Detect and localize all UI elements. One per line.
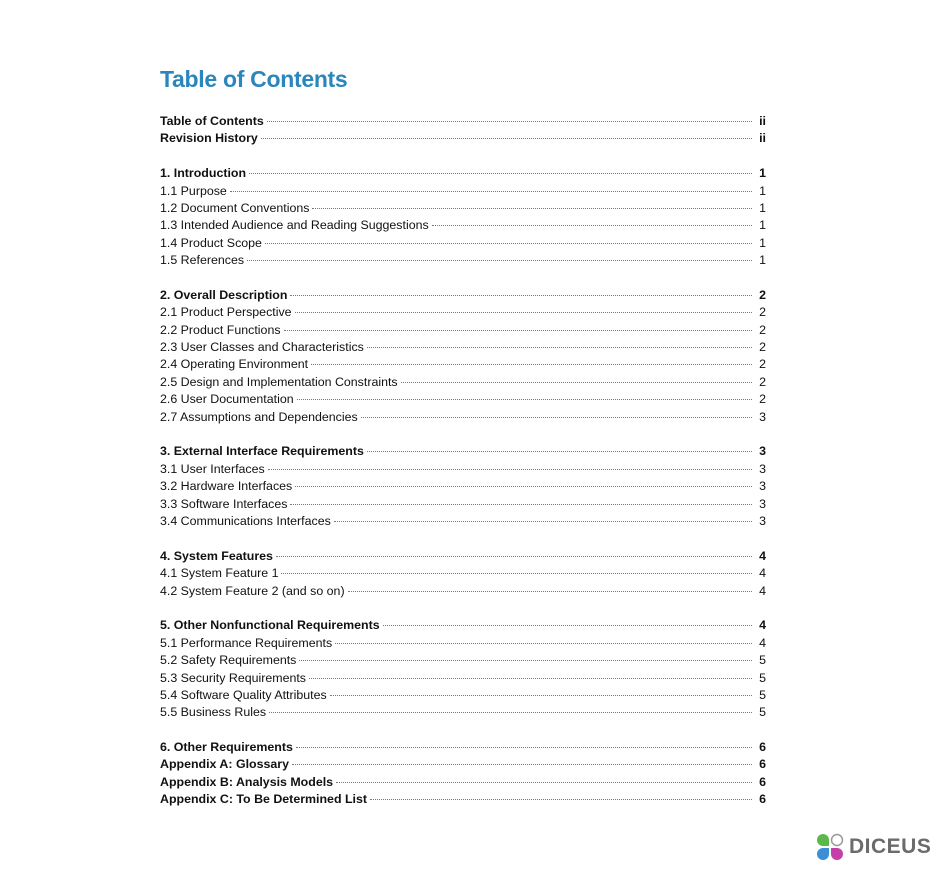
toc-entry-label: 4. System Features xyxy=(160,548,273,563)
toc-entry-label: Appendix C: To Be Determined List xyxy=(160,792,367,807)
leader-dots xyxy=(312,208,752,209)
toc-entry-label: 5.1 Performance Requirements xyxy=(160,635,333,650)
leader-dots xyxy=(370,799,752,800)
toc-entry[interactable] xyxy=(160,130,766,147)
toc-entry[interactable] xyxy=(160,252,766,269)
toc-entry-page: 3 xyxy=(759,479,766,494)
toc-entry-page: 2 xyxy=(759,357,766,372)
toc-entry[interactable] xyxy=(160,235,766,252)
toc-entry-label: 1.2 Document Conventions xyxy=(160,200,310,215)
toc-entry-page: 5 xyxy=(759,687,766,702)
leader-dots xyxy=(348,591,752,592)
leader-dots xyxy=(297,399,752,400)
toc-entry-page: 6 xyxy=(759,740,766,755)
leader-dots xyxy=(330,695,752,696)
toc-entry-label: 5.2 Safety Requirements xyxy=(160,653,297,668)
toc-entry-page: 6 xyxy=(759,792,766,807)
toc-group xyxy=(160,443,766,530)
toc-entry[interactable] xyxy=(160,287,766,304)
toc-entry-page: 2 xyxy=(759,305,766,320)
toc-entry-label: 2.7 Assumptions and Dependencies xyxy=(160,409,358,424)
toc-group xyxy=(160,548,766,600)
toc-entry[interactable] xyxy=(160,339,766,356)
toc-entry-page: 5 xyxy=(759,653,766,668)
leader-dots xyxy=(230,191,752,192)
toc-entry-label: 2.5 Design and Implementation Constraints xyxy=(160,374,398,389)
diceus-logo xyxy=(816,833,931,861)
toc-entry[interactable] xyxy=(160,478,766,495)
leader-dots xyxy=(290,295,752,296)
toc-entry-page: 1 xyxy=(759,183,766,198)
toc-entry-label: Revision History xyxy=(160,131,258,146)
toc-entry-page: 2 xyxy=(759,392,766,407)
toc-entry[interactable] xyxy=(160,617,766,634)
toc-entry-page: 4 xyxy=(759,635,766,650)
toc-entry-page: 6 xyxy=(759,774,766,789)
toc-entry[interactable] xyxy=(160,322,766,339)
toc-entry-label: 2.3 User Classes and Characteristics xyxy=(160,340,364,355)
toc-entry-label: 1. Introduction xyxy=(160,166,247,181)
leader-dots xyxy=(367,451,752,452)
toc-entry-label: 2. Overall Description xyxy=(160,287,288,302)
leader-dots xyxy=(265,243,752,244)
toc-entry-label: 5.5 Business Rules xyxy=(160,705,267,720)
toc-entry[interactable] xyxy=(160,635,766,652)
toc-entry[interactable] xyxy=(160,356,766,373)
toc-entry[interactable] xyxy=(160,304,766,321)
toc-entry-label: 3.2 Hardware Interfaces xyxy=(160,479,293,494)
leader-dots xyxy=(249,173,752,174)
leader-dots xyxy=(269,712,752,713)
toc-entry[interactable] xyxy=(160,756,766,773)
toc-entry-label: 2.4 Operating Environment xyxy=(160,357,309,372)
leader-dots xyxy=(401,382,752,383)
toc-entry-label: 3. External Interface Requirements xyxy=(160,444,364,459)
toc-entry-label: 1.3 Intended Audience and Reading Suggestions xyxy=(160,218,429,233)
toc-entry[interactable] xyxy=(160,165,766,182)
toc-entry-label: 3.3 Software Interfaces xyxy=(160,496,288,511)
toc-entry-page: 2 xyxy=(759,287,766,302)
toc-entry[interactable] xyxy=(160,774,766,791)
toc-entry-page: 4 xyxy=(759,548,766,563)
toc-entry-page: 2 xyxy=(759,322,766,337)
toc-entry-page: 3 xyxy=(759,409,766,424)
leader-dots xyxy=(336,782,752,783)
leader-dots xyxy=(292,764,752,765)
leader-dots xyxy=(296,747,752,748)
leader-dots xyxy=(367,347,752,348)
toc-entry[interactable] xyxy=(160,791,766,808)
toc-entry-label: 5.3 Security Requirements xyxy=(160,670,307,685)
toc-entry-page: 2 xyxy=(759,340,766,355)
toc-entry[interactable] xyxy=(160,200,766,217)
toc-entry-page: 4 xyxy=(759,618,766,633)
toc-entry[interactable] xyxy=(160,113,766,130)
toc-entry-label: 1.4 Product Scope xyxy=(160,235,262,250)
toc-entry[interactable] xyxy=(160,183,766,200)
toc-entry-label: 5.4 Software Quality Attributes xyxy=(160,687,327,702)
toc-group xyxy=(160,617,766,721)
toc-entry-label: 4.2 System Feature 2 (and so on) xyxy=(160,583,345,598)
leader-dots xyxy=(432,225,752,226)
toc-entry-label: Appendix A: Glossary xyxy=(160,757,289,772)
toc-entry[interactable] xyxy=(160,391,766,408)
toc-entry[interactable] xyxy=(160,548,766,565)
toc-entry-page: 4 xyxy=(759,566,766,581)
toc-entry-page: 6 xyxy=(759,757,766,772)
leader-dots xyxy=(335,643,752,644)
page-title: Table of Contents xyxy=(160,66,348,92)
toc-entry[interactable] xyxy=(160,739,766,756)
leader-dots xyxy=(334,521,752,522)
toc-entry-page: 3 xyxy=(759,444,766,459)
toc-entry-page: ii xyxy=(759,131,766,146)
toc-entry-label: Table of Contents xyxy=(160,114,264,128)
toc-entry-page: 3 xyxy=(759,461,766,476)
leader-dots xyxy=(284,330,752,331)
toc-entry-label: 4.1 System Feature 1 xyxy=(160,566,279,581)
toc-group xyxy=(160,113,766,148)
leader-dots xyxy=(261,138,752,139)
toc-entry[interactable] xyxy=(160,513,766,530)
toc-entry[interactable] xyxy=(160,565,766,582)
toc-entry[interactable] xyxy=(160,443,766,460)
leader-dots xyxy=(295,486,752,487)
toc-group xyxy=(160,287,766,426)
toc-entry-page: 1 xyxy=(759,253,766,268)
toc-entry-page: 3 xyxy=(759,496,766,511)
leader-dots xyxy=(281,573,752,574)
leader-dots xyxy=(267,121,752,122)
toc-entry-page: ii xyxy=(759,114,766,128)
leader-dots xyxy=(383,625,752,626)
toc-entry-label: 6. Other Requirements xyxy=(160,740,293,755)
toc-entry-page: 4 xyxy=(759,583,766,598)
toc-entry-page: 5 xyxy=(759,670,766,685)
leader-dots xyxy=(268,469,752,470)
toc-entry[interactable] xyxy=(160,217,766,234)
toc-entry-label: Appendix B: Analysis Models xyxy=(160,774,334,789)
toc-entry[interactable] xyxy=(160,583,766,600)
toc-entry[interactable] xyxy=(160,409,766,426)
leader-dots xyxy=(247,260,752,261)
toc-entry-page: 1 xyxy=(759,166,766,181)
toc-entry-label: 5. Other Nonfunctional Requirements xyxy=(160,618,380,633)
toc-entry-page: 1 xyxy=(759,218,766,233)
toc-entry-page: 5 xyxy=(759,705,766,720)
toc-entry[interactable] xyxy=(160,687,766,704)
toc-entry-page: 1 xyxy=(759,200,766,215)
toc-entry-label: 3.1 User Interfaces xyxy=(160,461,265,476)
leader-dots xyxy=(276,556,752,557)
leader-dots xyxy=(295,312,752,313)
logo-text: DICEUS xyxy=(849,835,932,858)
toc-entry[interactable] xyxy=(160,670,766,687)
leader-dots xyxy=(299,660,752,661)
leader-dots xyxy=(361,417,752,418)
toc-entry-label: 2.2 Product Functions xyxy=(160,322,281,337)
toc-entry-page: 1 xyxy=(759,235,766,250)
toc-entry-label: 2.1 Product Perspective xyxy=(160,305,292,320)
toc-entry-label: 3.4 Communications Interfaces xyxy=(160,513,331,528)
toc-entry[interactable] xyxy=(160,704,766,721)
toc-entry[interactable] xyxy=(160,496,766,513)
toc-group xyxy=(160,739,766,809)
leader-dots xyxy=(309,678,752,679)
toc-entry[interactable] xyxy=(160,374,766,391)
toc-entry-page: 2 xyxy=(759,374,766,389)
leader-dots xyxy=(311,364,752,365)
toc-entry-label: 2.6 User Documentation xyxy=(160,392,294,407)
toc-group xyxy=(160,165,766,269)
toc-entry[interactable] xyxy=(160,652,766,669)
clover-logo-icon xyxy=(816,833,844,861)
table-of-contents xyxy=(160,113,766,826)
leader-dots xyxy=(290,504,752,505)
toc-entry-label: 1.5 References xyxy=(160,253,245,268)
toc-entry-label: 1.1 Purpose xyxy=(160,183,227,198)
toc-entry-page: 3 xyxy=(759,513,766,528)
toc-entry[interactable] xyxy=(160,461,766,478)
